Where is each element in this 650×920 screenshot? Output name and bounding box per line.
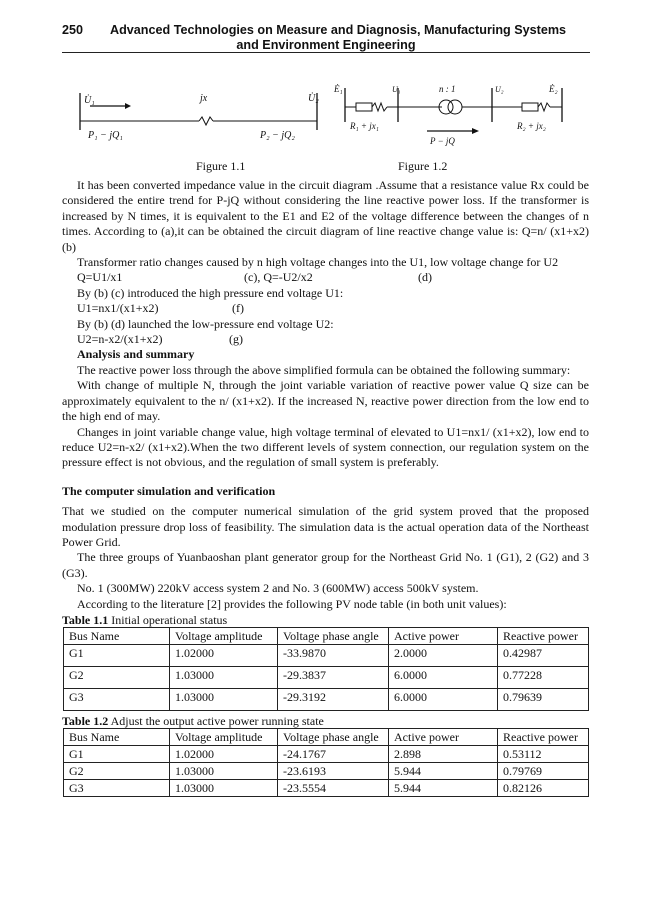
table-1-1-caption: [62, 613, 589, 627]
figure-1-2-caption: Figure 1.2: [398, 159, 448, 173]
table-cell: 5.944: [389, 762, 498, 779]
table-cell: 0.82126: [498, 779, 589, 796]
table-cell: G1: [64, 745, 170, 762]
equation-f: [62, 301, 589, 316]
header-cell: Voltage amplitude: [170, 627, 278, 644]
table-row: [64, 688, 589, 710]
table-1-1-title: Initial operational status: [108, 612, 228, 627]
table-header-row: [64, 728, 589, 745]
table-row: [64, 779, 589, 796]
header-cell: Bus Name: [64, 728, 170, 745]
equation-c-left: Q=U1/x1: [77, 270, 123, 285]
table-1-2: [63, 728, 589, 797]
paragraph-impedance: It has been converted impedance value in the circuit diagram .Assume that a resistance value Rx could be considered the entire trend for P-jQ without considering the line reactive power loss. If the transformer is increased by N times, it is equivalent to the E1 and E2 of the voltage difference between the changes of n times. According to (a),it can be obtained the circuit diagram of line reactive change value is: Q=n/ (x1+x2) (b): [62, 178, 589, 254]
figure-1-1: [80, 92, 319, 141]
header-rule: [62, 52, 590, 53]
table-cell: 1.03000: [170, 762, 278, 779]
table-cell: 0.79639: [498, 688, 589, 710]
table-cell: 6.0000: [389, 666, 498, 688]
equation-d-label: (d): [418, 270, 432, 285]
fig1-p1-label: P₁ − jQ₁: [88, 130, 123, 141]
table-cell: G2: [64, 762, 170, 779]
paragraph-low-voltage: By (b) (d) launched the low-pressure end voltage U2:: [77, 316, 334, 331]
figure-1-2: [333, 84, 562, 146]
table-cell: 1.02000: [170, 644, 278, 666]
table-row: [64, 762, 589, 779]
table-row: [64, 666, 589, 688]
table-cell: 5.944: [389, 779, 498, 796]
table-header-row: [64, 627, 589, 644]
fig1-arrow-head: [125, 103, 131, 109]
paragraph-simulation: That we studied on the computer numerical simulation of the grid system proved that the proposed modulation pressure drop loss of feasibility. The simulation data is the actual operation data of the Northeast Power Grid.: [62, 504, 589, 549]
table-cell: 1.03000: [170, 688, 278, 710]
fig2-u1-label: U₁: [392, 85, 401, 94]
paragraph-access: No. 1 (300MW) 220kV access system 2 and No. 3 (600MW) access 500kV system.: [77, 581, 479, 596]
table-cell: 0.53112: [498, 745, 589, 762]
running-title-line1: Advanced Technologies on Measure and Diagnosis, Manufacturing Systems: [110, 23, 567, 37]
fig2-e1-label: Ė₁: [334, 84, 343, 94]
fig2-ratio-label: n : 1: [439, 84, 456, 94]
fig2-transformer-secondary: [448, 100, 462, 114]
table-cell: 1.02000: [170, 745, 278, 762]
fig2-u2-label: U₂: [495, 85, 504, 94]
paragraph-high-voltage: By (b) (c) introduced the high pressure end voltage U1:: [77, 285, 344, 300]
table-1-1: [63, 627, 589, 711]
fig2-r2-label: R₂ + jx₂: [517, 121, 546, 131]
circuit-figures: [62, 78, 590, 158]
table-cell: 0.79769: [498, 762, 589, 779]
fig2-reactance-2: [538, 103, 550, 111]
figure-1-1-caption: Figure 1.1: [196, 159, 246, 173]
header-cell: Active power: [389, 728, 498, 745]
running-header: [62, 23, 590, 53]
table-cell: 6.0000: [389, 688, 498, 710]
header-cell: Active power: [389, 627, 498, 644]
table-cell: G3: [64, 779, 170, 796]
fig1-u1-label: U̇₁: [84, 95, 95, 106]
analysis-heading: Analysis and summary: [77, 347, 195, 362]
fig2-e2-label: Ė₂: [549, 84, 558, 94]
body-text: [62, 178, 589, 797]
table-cell: 0.77228: [498, 666, 589, 688]
table-cell: -29.3837: [278, 666, 389, 688]
equation-g: [62, 332, 589, 347]
table-1-2-caption: [62, 714, 589, 728]
table-cell: G1: [64, 644, 170, 666]
fig2-arrow-head: [472, 128, 479, 134]
table-cell: 2.898: [389, 745, 498, 762]
table-cell: G3: [64, 688, 170, 710]
header-cell: Reactive power: [498, 627, 589, 644]
fig2-pq-label: P − jQ: [430, 136, 455, 146]
table-cell: G2: [64, 666, 170, 688]
table-cell: 2.0000: [389, 644, 498, 666]
header-cell: Voltage phase angle: [278, 627, 389, 644]
header-cell: Voltage amplitude: [170, 728, 278, 745]
fig2-resistor-2: [522, 103, 538, 111]
equation-g-body: U2=n-x2/(x1+x2): [77, 332, 163, 347]
equation-c-mid: (c), Q=-U2/x2: [244, 270, 313, 285]
table-cell: -23.6193: [278, 762, 389, 779]
header-cell: Voltage phase angle: [278, 728, 389, 745]
paragraph-generators: The three groups of Yuanbaoshan plant generator group for the Northeast Grid No. 1 (G1), 2 (G2) and 3 (G3).: [62, 550, 589, 580]
table-cell: -24.1767: [278, 745, 389, 762]
fig1-p2-label: P₂ − jQ₂: [260, 130, 295, 141]
fig1-reactance: [199, 117, 213, 125]
table-cell: 1.03000: [170, 779, 278, 796]
paragraph-transformer-ratio: Transformer ratio changes caused by n high voltage changes into the U1, low voltage change for U2: [77, 255, 559, 270]
table-cell: 1.03000: [170, 666, 278, 688]
paragraph-multiple-n: With change of multiple N, through the joint variable variation of reactive power value Q size can be approximately equivalent to the n/ (x1+x2). If the increased N, reactive power direction from the low end to the high end of may.: [62, 378, 589, 424]
paragraph-summary: The reactive power loss through the above simplified formula can be obtained the following summary:: [77, 362, 571, 377]
table-1-2-label: Table 1.2: [62, 713, 109, 728]
table-cell: -33.9870: [278, 644, 389, 666]
equation-f-body: U1=nx1/(x1+x2): [77, 301, 159, 316]
header-cell: Bus Name: [64, 627, 170, 644]
table-cell: -23.5554: [278, 779, 389, 796]
equation-g-label: (g): [229, 332, 243, 347]
paragraph-literature: According to the literature [2] provides the following PV node table (in both unit values):: [77, 596, 507, 611]
table-1-1-label: Table 1.1: [62, 612, 109, 627]
fig1-u2-label: U̇₂: [308, 93, 319, 104]
paragraph-joint-variable: Changes in joint variable change value, high voltage terminal of elevated to U1=nx1/ (x1+x2), low end to reduce U2=n-x2/ (x1+x2).When the two different levels of system connection, our regulation system on the pressure effect is not obvious, and the regulation of small system is preferably.: [62, 424, 589, 470]
table-row: [64, 644, 589, 666]
page-number: 250: [62, 23, 84, 37]
table-row: [64, 745, 589, 762]
running-title-line2: and Environment Engineering: [236, 38, 416, 52]
fig2-reactance-1: [372, 103, 387, 111]
table-cell: 0.42987: [498, 644, 589, 666]
fig2-resistor-1: [356, 103, 372, 111]
table-cell: -29.3192: [278, 688, 389, 710]
header-cell: Reactive power: [498, 728, 589, 745]
equation-f-label: (f): [232, 301, 244, 316]
fig1-jx-label: jx: [200, 93, 208, 104]
table-1-2-title: Adjust the output active power running state: [108, 713, 324, 728]
fig2-r1-label: R₁ + jx₁: [350, 121, 379, 131]
equation-c-d: [62, 270, 589, 285]
simulation-heading: The computer simulation and verification: [62, 483, 276, 498]
